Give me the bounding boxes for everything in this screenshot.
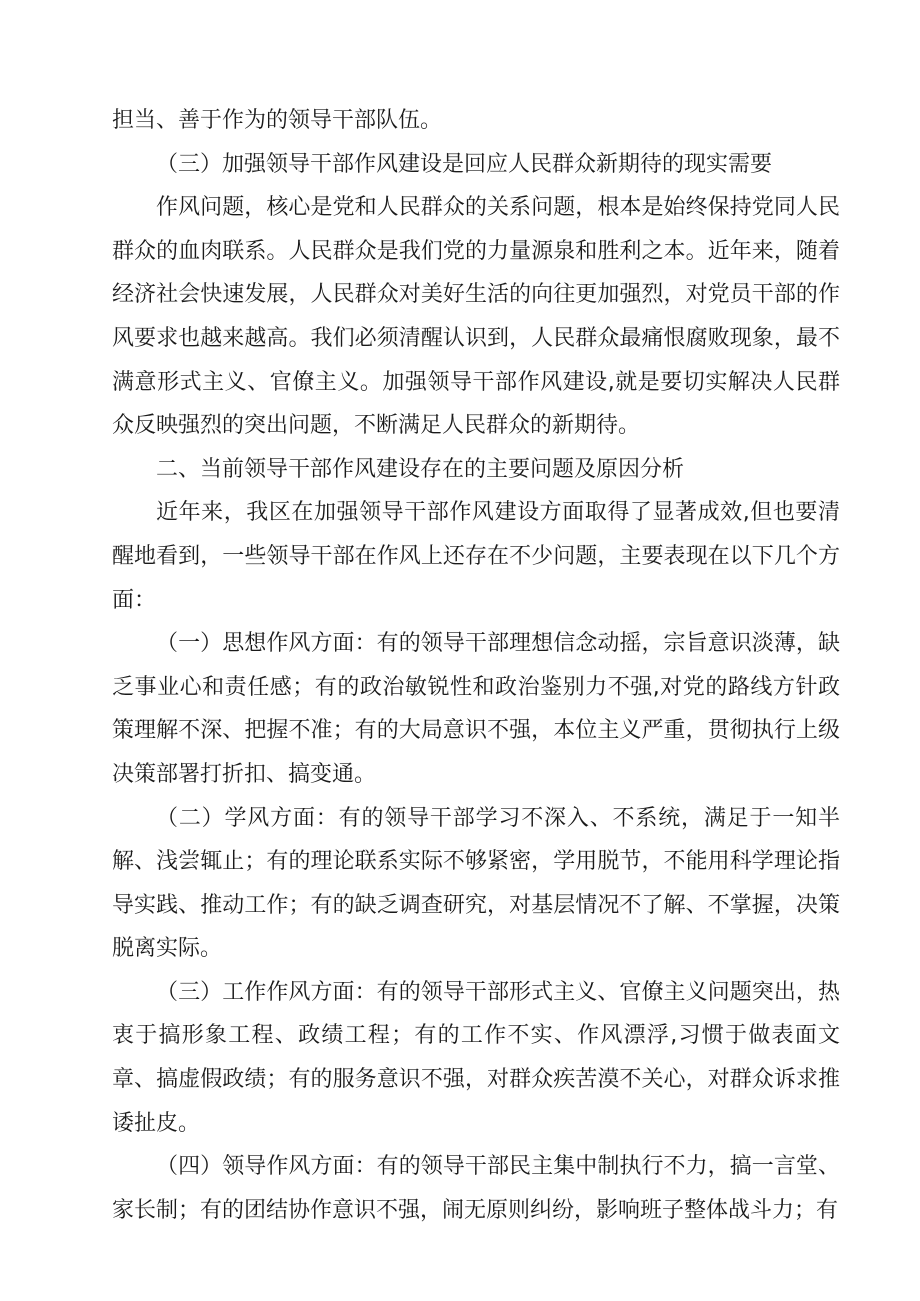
section-heading: 二、当前领导干部作风建设存在的主要问题及原因分析 [156,456,685,482]
body-paragraph: 作风问题，核心是党和人民群众的关系问题，根本是始终保持党同人民群众的血肉联系。人民群众是我们党的力量源泉和胜利之本。近年来，随着经济社会快速发展，人民群众对美好生活的向往更加强烈，对党员干部的作风要求也越来越高。我们必须清醒认识到，人民群众最痛恨腐败现象，最不满意形式主义、官僚主义。加强领导干部作风建设,就是要切实解决人民群众反映强烈的突出问题，不断满足人民群众的新期待。 [112,195,840,439]
paragraph-continuation: 担当、善于作为的领导干部队伍。 [112,108,443,133]
body-paragraph: （四）领导作风方面：有的领导干部民主集中制执行不力，搞一言堂、家长制；有的团结协作意识不强，闹无原则纠纷，影响班子整体战斗力；有 [112,1154,840,1223]
body-paragraph: 近年来，我区在加强领导干部作风建设方面取得了显著成效,但也要清醒地看到，一些领导干部在作风上还存在不少问题，主要表现在以下几个方面： [112,500,840,613]
section-subheading: （三）加强领导干部作风建设是回应人民群众新期待的现实需要 [156,151,773,177]
body-paragraph: （一）思想作风方面：有的领导干部理想信念动摇，宗旨意识淡薄，缺乏事业心和责任感；有的政治敏锐性和政治鉴别力不强,对党的路线方针政策理解不深、把握不准；有的大局意识不强，本位主义严重，贯彻执行上级决策部署打折扣、搞变通。 [112,631,840,787]
body-paragraph: （三）工作作风方面：有的领导干部形式主义、官僚主义问题突出，热衷于搞形象工程、政绩工程；有的工作不实、作风漂浮,习惯于做表面文章、搞虚假政绩；有的服务意识不强，对群众疾苦漠不关心，对群众诉求推诿扯皮。 [112,979,840,1136]
document-body [112,99,840,1232]
body-paragraph: （二）学风方面：有的领导干部学习不深入、不系统，满足于一知半解、浅尝辄止；有的理论联系实际不够紧密，学用脱节，不能用科学理论指导实践、推动工作；有的缺乏调查研究，对基层情况不了解、不掌握，决策脱离实际。 [112,805,840,962]
